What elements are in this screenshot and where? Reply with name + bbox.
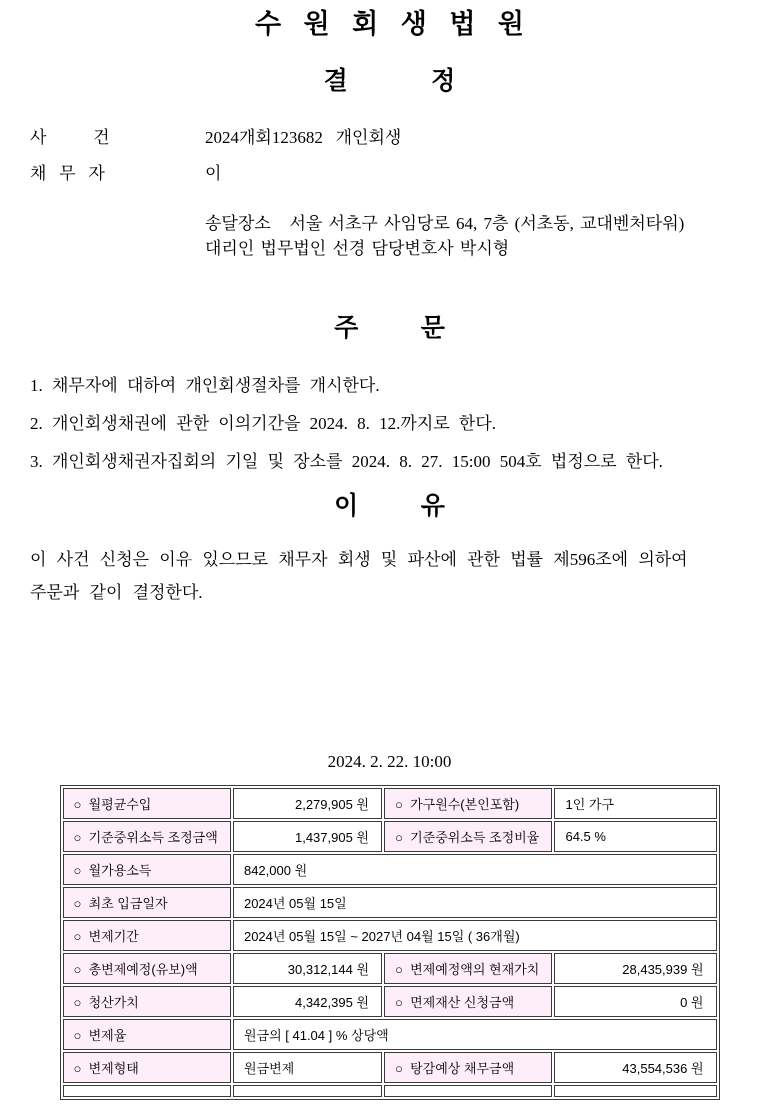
address-block (205, 211, 749, 261)
reason-paragraph (30, 543, 749, 609)
order-item-2: 2. 개인회생채권에 관한 이의기간을 2024. 8. 12.까지로 한다. (30, 414, 497, 433)
reason-heading: 이 유 (334, 492, 445, 520)
label-cell: ○ 변제형태 (63, 1052, 231, 1083)
label-cell: ○ 변제기간 (63, 920, 231, 951)
label-cell: ○ 기준중위소득 조정비율 (384, 821, 552, 852)
case-row (30, 126, 749, 149)
order-items (30, 367, 749, 481)
table-row-monthly-income (63, 788, 717, 819)
decision-datetime: 2024. 2. 22. 10:00 (327, 752, 452, 771)
repayment-summary-table (60, 785, 720, 1100)
table-row-total-expected-repayment (63, 953, 717, 984)
reason-line-2: 주문과 같이 결정한다. (30, 583, 203, 602)
debtor-name: 이 (205, 164, 222, 183)
value-cell: 28,435,939 원 (554, 953, 716, 984)
empty-cell (63, 1085, 231, 1097)
decision-heading: 결 정 (323, 67, 456, 95)
reason-line-1: 이 사건 신청은 이유 있으므로 채무자 회생 및 파산에 관한 법률 제596조에 의하여 (30, 550, 688, 569)
empty-cell (554, 1085, 716, 1097)
table-row-repayment-type (63, 1052, 717, 1083)
label-cell: ○ 최초 입금일자 (63, 887, 231, 918)
value-cell: 원금의 [ 41.04 ] % 상당액 (233, 1019, 717, 1050)
table-row-first-deposit-date (63, 887, 717, 918)
table-row-median-income-adjust (63, 821, 717, 852)
label-cell: ○ 탕감예상 채무금액 (384, 1052, 552, 1083)
empty-cell (384, 1085, 552, 1097)
order-heading: 주 문 (334, 314, 445, 342)
court-title: 수 원 회 생 법 원 (254, 9, 524, 39)
table-row-clipped (63, 1085, 717, 1097)
value-cell: 2,279,905 원 (233, 788, 382, 819)
value-cell: 2024년 05월 15일 (233, 887, 717, 918)
label-cell: ○ 변제예정액의 현재가치 (384, 953, 552, 984)
order-item-1: 1. 채무자에 대하여 개인회생절차를 개시한다. (30, 376, 380, 395)
label-cell: ○ 총변제예정(유보)액 (63, 953, 231, 984)
value-cell: 64.5 % (554, 821, 716, 852)
attorney-line: 대리인 법무법인 선경 담당변호사 박시형 (205, 239, 510, 258)
case-number: 2024개회123682 개인회생 (205, 128, 402, 147)
case-label: 사 건 (30, 128, 110, 147)
service-address-line: 송달장소 서울 서초구 사임당로 64, 7층 (서초동, 교대벤처타워) (205, 214, 685, 233)
label-cell: ○ 면제재산 신청금액 (384, 986, 552, 1017)
label-cell: ○ 기준중위소득 조정금액 (63, 821, 231, 852)
value-cell: 4,342,395 원 (233, 986, 382, 1017)
table-row-repayment-period (63, 920, 717, 951)
value-cell: 2024년 05월 15일 ~ 2027년 04월 15일 ( 36개월) (233, 920, 717, 951)
value-cell: 원금변제 (233, 1052, 382, 1083)
debtor-row (30, 162, 749, 185)
value-cell: 1,437,905 원 (233, 821, 382, 852)
value-cell: 842,000 원 (233, 854, 717, 885)
label-cell: ○ 변제율 (63, 1019, 231, 1050)
order-item-3: 3. 개인회생채권자집회의 기일 및 장소를 2024. 8. 27. 15:00 504호 법정으로 한다. (30, 452, 663, 471)
empty-cell (233, 1085, 382, 1097)
label-cell: ○ 월평균수입 (63, 788, 231, 819)
table-row-disposable-income (63, 854, 717, 885)
table-row-repayment-rate (63, 1019, 717, 1050)
label-cell: ○ 가구원수(본인포함) (384, 788, 552, 819)
label-cell: ○ 청산가치 (63, 986, 231, 1017)
value-cell: 1인 가구 (554, 788, 716, 819)
value-cell: 30,312,144 원 (233, 953, 382, 984)
value-cell: 0 원 (554, 986, 716, 1017)
debtor-label: 채 무 자 (30, 164, 105, 183)
label-cell: ○ 월가용소득 (63, 854, 231, 885)
table-row-liquidation-value (63, 986, 717, 1017)
value-cell: 43,554,536 원 (554, 1052, 716, 1083)
